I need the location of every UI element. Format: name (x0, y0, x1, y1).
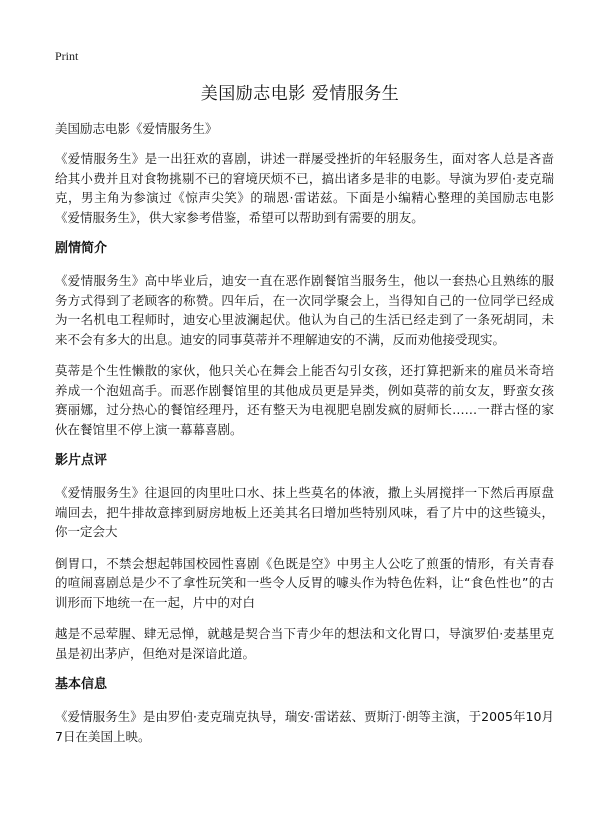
print-link[interactable]: Print (55, 49, 79, 63)
section-heading-review: 影片点评 (55, 453, 108, 468)
section-heading-plot: 剧情简介 (55, 241, 108, 256)
section-plot (55, 239, 554, 439)
article-body (55, 119, 554, 758)
section-review (55, 451, 554, 663)
section-heading-info: 基本信息 (55, 677, 108, 692)
intro-paragraph: 《爱情服务生》是一出狂欢的喜剧，讲述一群屡受挫折的年轻服务生，面对客人总是吝啬给其小费并且对食物挑剔不已的窘境厌烦不已，搞出诸多是非的电影。导演为罗伯·麦克瑞克，男主角为参演过《惊声尖笑》的瑞恩·雷诺兹。下面是小编精心整理的美国励志电影《爱情服务生》，供大家参考借鉴，希望可以帮助到有需要的朋友。 (55, 151, 554, 225)
review-paragraph-3: 越是不忌荤腥、肆无忌惮，就越是契合当下青少年的想法和文化胃口，导演罗伯·麦基里克虽是初出茅庐，但绝对是深谙此道。 (55, 626, 554, 661)
article-subtitle: 美国励志电影《爱情服务生》 (55, 121, 218, 136)
review-paragraph-2: 倒胃口，不禁会想起韩国校园性喜剧《色既是空》中男主人公吃了煎蛋的情形，有关青春的喧闹喜剧总是少不了拿性玩笑和一些令人反胃的噱头作为特色佐料，让“食色性也”的古训形而下地统一在一起，片中的对白 (55, 555, 554, 610)
plot-paragraph-1: 《爱情服务生》高中毕业后，迪安一直在恶作剧餐馆当服务生，他以一套热心且熟练的服务方式得到了老顾客的称赞。四年后，在一次同学聚会上，当得知自己的一位同学已经成为一名机电工程师时，迪安心里波澜起伏。他认为自己的生活已经走到了一条死胡同，未来不会有多大的出息。迪安的同事莫蒂并不理解迪安的不满，反而劝他接受现实。 (55, 273, 554, 347)
review-paragraph-1: 《爱情服务生》往退回的肉里吐口水、抹上些莫名的体液，撒上头屑搅拌一下然后再原盘端回去，把牛排故意摔到厨房地板上还美其名曰增加些特别风味，看了片中的这些镜头，你一定会大 (55, 485, 554, 539)
page-title: 美国励志电影 爱情服务生 (200, 84, 400, 104)
section-info (55, 675, 554, 746)
plot-paragraph-2: 莫蒂是个生性懒散的家伙，他只关心在舞会上能否勾引女孩，还打算把新来的雇员米奇培养成一个泡妞高手。而恶作剧餐馆里的其他成员更是异类，例如莫蒂的前女友，野蛮女孩赛丽娜，过分热心的餐馆经理丹，还有整天为电视肥皂剧发疯的厨师长……一群古怪的家伙在餐馆里不停上演一幕幕喜剧。 (55, 363, 554, 437)
info-paragraph-1: 《爱情服务生》是由罗伯·麦克瑞克执导，瑞安·雷诺兹、贾斯汀·朗等主演，于2005年10月7日在美国上映。 (55, 709, 554, 744)
